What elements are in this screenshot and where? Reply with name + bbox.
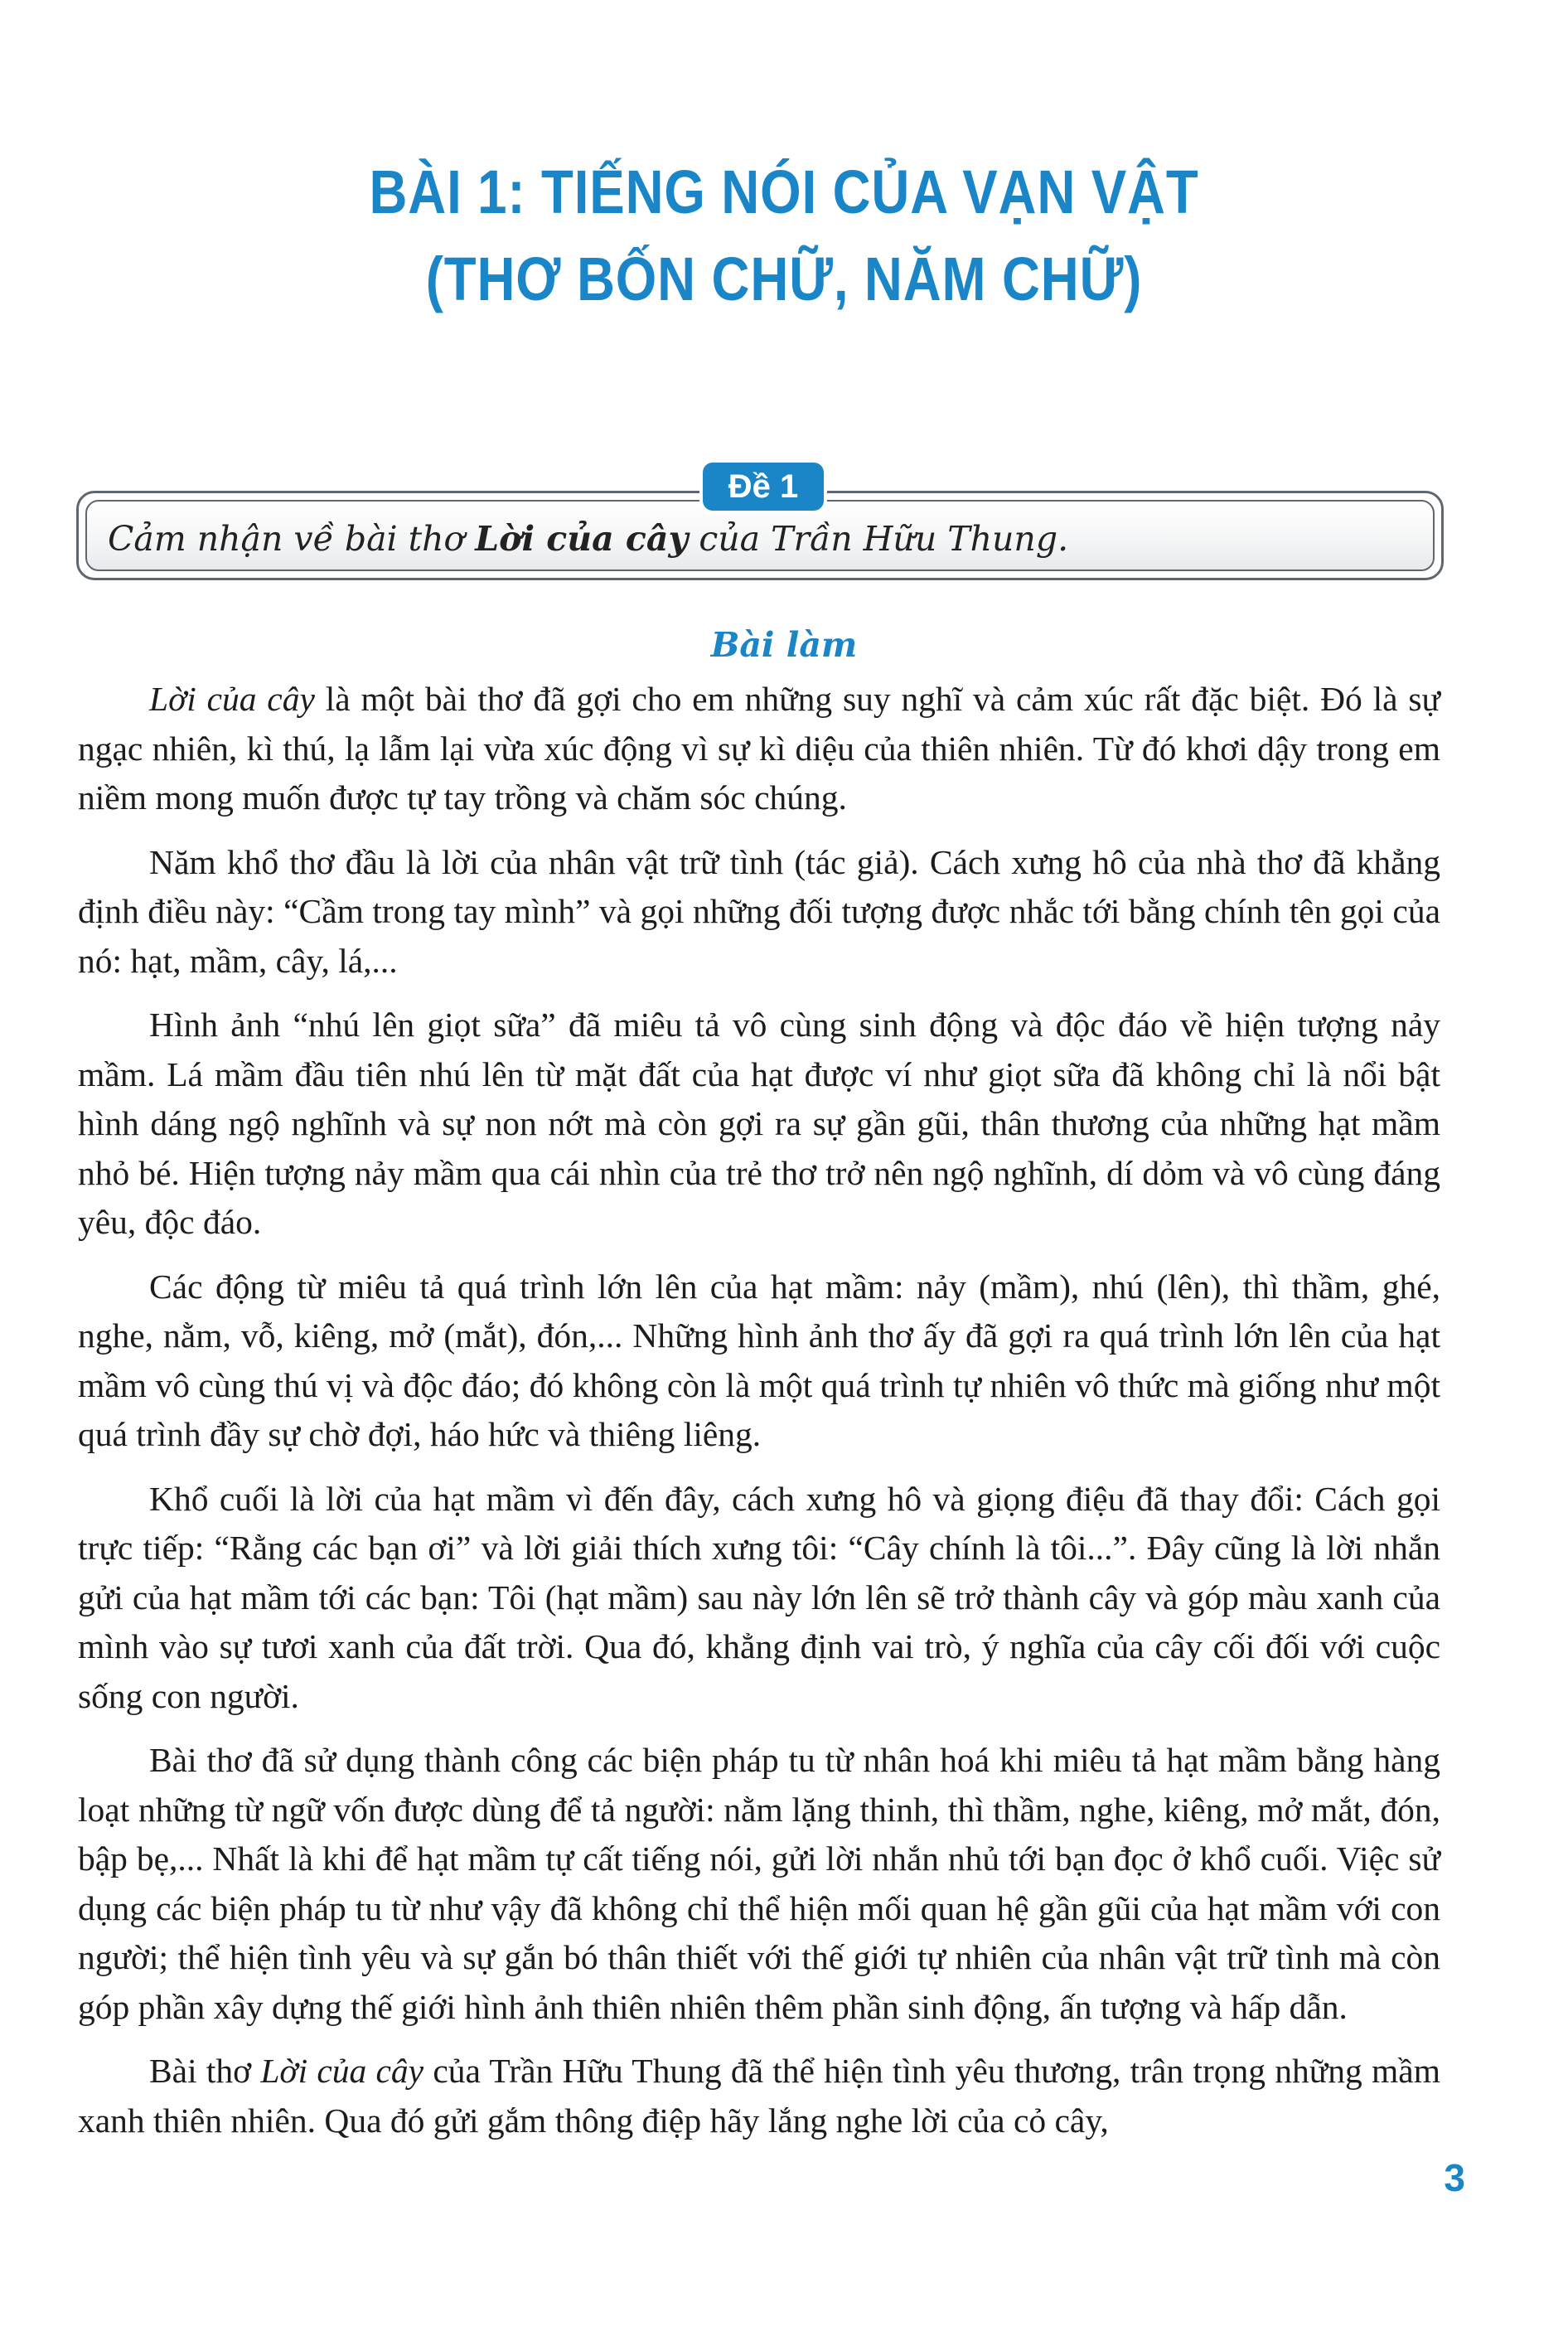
paragraph-6: Bài thơ đã sử dụng thành công các biện pháp tu từ nhân hoá khi miêu tả hạt mầm bằng hàng loạt những từ ngữ vốn được dùng để tả người: nằm lặng thinh, thì thầm, nghe, kiêng, mở mắt, đón, bập bẹ,... Nhất là khi để hạt mầm tự cất tiếng nói, gửi lời nhắn nhủ tới bạn đọc ở khổ cuối. Việc sử dụng các biện pháp tu từ như vậy đã không chỉ thể hiện mối quan hệ gần gũi của hạt mầm với con người; thể hiện tình yêu và sự gắn bó thân thiết với thế giới tự nhiên của nhân vật trữ tình mà còn góp phần xây dựng thế giới hình ảnh thiên nhiên thêm phần sinh động, ấn tượng và hấp dẫn. xyxy=(78,1741,1440,2026)
paragraph-text: của Trần Hữu Thung đã thể hiện tình yêu thương, trân trọng những mầm xanh thiên nhiên. Qua đó gửi gắm thông điệp hãy lắng nghe lời của cỏ cây, xyxy=(78,2052,1440,2140)
exercise-prompt xyxy=(108,514,1068,564)
paragraph-text: Bài thơ xyxy=(149,2052,261,2090)
paragraph-3: Hình ảnh “nhú lên giọt sữa” đã miêu tả vô cùng sinh động và độc đáo về hiện tượng nảy mầm. Lá mầm đầu tiên nhú lên từ mặt đất của hạt được ví như giọt sữa đã không chỉ là nổi bật hình dáng ngộ nghĩnh và sự non nớt mà còn gợi ra sự gần gũi, thân thương của những hạt mầm nhỏ bé. Hiện tượng nảy mầm qua cái nhìn của trẻ thơ trở nên ngộ nghĩnh, dí dỏm và vô cùng đáng yêu, độc đáo. xyxy=(78,1006,1440,1241)
poem-title: Lời của cây xyxy=(260,2052,424,2090)
paragraph-7 xyxy=(78,2047,1440,2145)
prompt-poem-title: Lời của cây xyxy=(475,519,689,559)
exercise-badge: Đề 1 xyxy=(703,463,824,511)
prompt-before: Cảm nhận về bài thơ xyxy=(108,519,476,559)
lesson-title: BÀI 1: TIẾNG NÓI CỦA VẠN VẬT xyxy=(369,158,1199,226)
page-number: 3 xyxy=(1444,2156,1465,2199)
paragraph-5: Khổ cuối là lời của hạt mầm vì đến đây, cách xưng hô và giọng điệu đã thay đổi: Cách gọi trực tiếp: “Rằng các bạn ơi” và lời giải thích xưng tôi: “Cây chính là tôi...”. Đây cũng là lời nhắn gửi của hạt mầm tới các bạn: Tôi (hạt mầm) sau này lớn lên sẽ trở thành cây và góp màu xanh của mình vào sự tươi xanh của đất trời. Qua đó, khẳng định vai trò, ý nghĩa của cây cối đối với cuộc sống con người. xyxy=(78,1479,1440,1715)
essay-body xyxy=(78,675,1440,2145)
poem-title: Lời của cây xyxy=(149,680,315,718)
paragraph-4: Các động từ miêu tả quá trình lớn lên của hạt mầm: nảy (mầm), nhú (lên), thì thầm, ghé, nghe, nằm, vỗ, kiêng, mở (mắt), đón,... Những hình ảnh thơ ấy đã gợi ra quá trình lớn lên của hạt mầm vô cùng thú vị và độc đáo; đó không còn là một quá trình tự nhiên vô thức mà giống như một quá trình đầy sự chờ đợi, háo hức và thiêng liêng. xyxy=(78,1267,1440,1453)
lesson-subtitle: (THƠ BỐN CHỮ, NĂM CHỮ) xyxy=(425,245,1143,313)
paragraph-1 xyxy=(78,675,1440,823)
prompt-after: của Trần Hữu Thung. xyxy=(688,519,1069,559)
paragraph-2: Năm khổ thơ đầu là lời của nhân vật trữ tình (tác giả). Cách xưng hô của nhà thơ đã khẳng định điều này: “Cầm trong tay mình” và gọi những đối tượng được nhắc tới bằng chính tên gọi của nó: hạt, mầm, cây, lá,... xyxy=(78,842,1440,980)
answer-heading: Bài làm xyxy=(710,625,858,665)
paragraph-text: là một bài thơ đã gợi cho em những suy nghĩ và cảm xúc rất đặc biệt. Đó là sự ngạc nhiên, kì thú, lạ lẫm lại vừa xúc động vì sự kì diệu của thiên nhiên. Từ đó khơi dậy trong em niềm mong muốn được tự tay trồng và chăm sóc chúng. xyxy=(78,680,1440,817)
